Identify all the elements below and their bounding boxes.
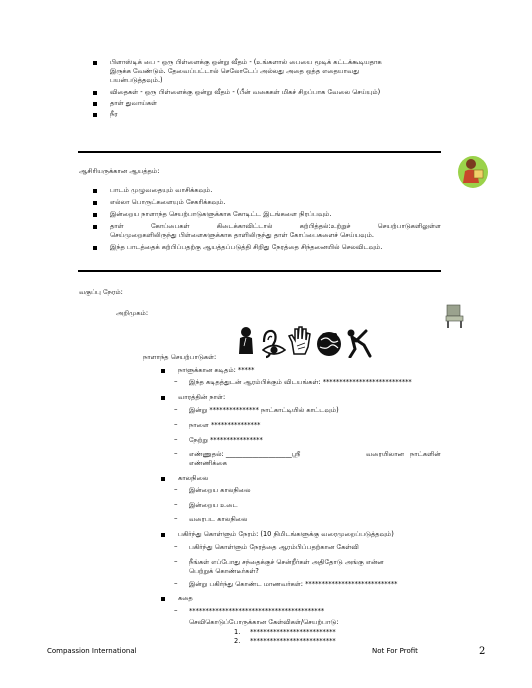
- daily-activities-label: நாளாந்த செயற்பாடுகள்:: [143, 353, 217, 361]
- bullet-marker: [93, 246, 97, 250]
- weather-today: இன்றைய காலநிலை: [189, 486, 251, 494]
- story-line: *****************************************: [189, 607, 325, 615]
- dash-marker: –: [174, 435, 178, 443]
- sharing-question: பகிர்ந்து கொள்ளும் நேரத்தை ஆரம்பிப்பதற்கான கேள்வி: [189, 543, 359, 551]
- bullet-marker: [93, 189, 97, 193]
- supply-water: நீர: [110, 110, 118, 118]
- sharing-time-title: பகிர்ந்து கொள்ளும் நேரம்: (10 நிமிடங்களுக்கு வரைமுறைப்படுத்தவும்): [178, 530, 394, 538]
- section-divider: [78, 270, 441, 272]
- bullet-marker: [161, 597, 165, 601]
- praying-child-icon: [236, 326, 256, 358]
- sharing-question-2-cont: பெற்றுக் கொண்டீர்கள்?: [189, 567, 259, 575]
- teacher-prep-item: எல்லா பொருட்களையும் சேகரிக்கவும்.: [110, 198, 226, 206]
- tomorrow-line: நாளை ***************: [189, 421, 261, 429]
- page-number: 2: [479, 646, 486, 657]
- footer-organization: Compassion International: [47, 647, 137, 655]
- letter-items: இந்த கடிதத்துடன் ஆரம்பிக்கும் விடயங்கள்: ***************************: [189, 378, 412, 386]
- eye-icon: [262, 342, 286, 356]
- dash-marker: –: [174, 377, 178, 385]
- dash-marker: –: [174, 485, 178, 493]
- bullet-marker: [93, 102, 97, 106]
- day-of-week-title: வாரத்தின் நாள்:: [178, 393, 226, 401]
- dash-marker: –: [174, 420, 178, 428]
- class-time-heading: வகுப்பு நேரம்:: [79, 288, 123, 296]
- bullet-marker: [93, 201, 97, 205]
- dash-marker: –: [174, 500, 178, 508]
- bullet-marker: [161, 396, 165, 400]
- footer-nonprofit: Not For Profit: [372, 647, 418, 655]
- teacher-prep-item: இந்த பாடத்தைக் கற்பிப்பதற்கு ஆயத்தப்படுத்தி சிறிது நேரத்தை சிந்தனையில் செலவிடவும்.: [110, 243, 383, 251]
- bullet-marker: [93, 113, 97, 117]
- weather-title: காலநிலை: [178, 474, 209, 482]
- letter-of-day: நாளுக்கான கடிதம்: *****: [178, 366, 255, 374]
- bullet-marker: [93, 213, 97, 217]
- section-divider: [78, 151, 441, 153]
- dash-marker: –: [174, 606, 178, 614]
- counting-line: வரையிலான: [366, 450, 405, 458]
- dash-marker: –: [174, 449, 178, 457]
- list-number: 2.: [234, 637, 241, 645]
- bullet-marker: [161, 369, 165, 373]
- story-title: கதை: [178, 594, 193, 602]
- child-reading-icon: [456, 154, 490, 190]
- dash-marker: –: [174, 557, 178, 565]
- bullet-marker: [161, 533, 165, 537]
- counting-line: எண்ணுதல்: ____________________ஸ்ரீ: [189, 450, 301, 458]
- stretching-figure-icon: [346, 328, 372, 358]
- supply-seeds: விதைகள் - ஒரு பிள்ளைக்கு ஒன்று வீதம் - (பீன் வகைகள் மிகச் சிறப்பாக வேலை செய்யும்): [110, 88, 381, 96]
- teacher-prep-heading: ஆசிரியருக்கான ஆயத்தம்:: [79, 167, 160, 175]
- today-line: இன்று *************** நாட்காட்டியில் காட்டவும்): [189, 406, 339, 414]
- listener-questions-title: செவிகொடுப்போருக்கான கேள்விகள்/செயற்பாடு:: [189, 618, 339, 626]
- yesterday-line: நேற்று ****************: [189, 436, 263, 444]
- bullet-marker: [93, 91, 97, 95]
- sharing-question-2: நீங்கள் எப்போது சந்தைக்குச் சென்றீர்கள் அதிதோடு அங்கு என்ன: [189, 558, 384, 566]
- teacher-prep-item: பாடம் முழுவதையும் வாசிக்கவும்.: [110, 186, 213, 194]
- dash-marker: –: [174, 542, 178, 550]
- teacher-prep-item-cont: செய்முறைகளிலிருந்து பிள்ளைகளுக்காக தாளிலிருந்து தாள் கோப்பைகளைச் செய்யவும்.: [110, 231, 374, 239]
- supply-towels: தாள் துவாய்கள்: [110, 99, 158, 107]
- teacher-prep-item: இன்றைய நாளாந்த செயற்பாடுகளுக்காக கோடிட்ட இடங்களை நிரப்பவும்.: [110, 210, 332, 218]
- bullet-marker: [161, 477, 165, 481]
- shared-students: இன்று பகிர்ந்து கொண்ட மாணவர்கள்: ****************************: [189, 580, 398, 588]
- draw-weather: வரைபட காலநிலை: [189, 515, 248, 523]
- counting-line-cont: எண்ணிக்கை: [189, 459, 228, 467]
- globe-with-people-icon: [315, 330, 343, 358]
- teacher-prep-item: தாள் கோப்பைகள் கிடைக்காவிட்டால் கற்பித்தல்:உற்றுச் செயற்பாடுகளிலுள்ள: [110, 222, 441, 230]
- listener-question-1: **************************: [250, 628, 336, 636]
- dress-today: இன்றைய உடை: [189, 501, 238, 509]
- dash-marker: –: [174, 579, 178, 587]
- dash-marker: –: [174, 514, 178, 522]
- bullet-marker: [93, 225, 97, 229]
- dash-marker: –: [174, 405, 178, 413]
- hand-icon: [288, 326, 314, 356]
- bullet-marker: [93, 61, 97, 65]
- intro-label: அறிமுகம்:: [116, 309, 149, 317]
- supply-bag-line1: பிளாஸ்டிக் பை - ஒரு பிள்ளைக்கு ஒன்று வீதம் - (உங்களால் பையை மூடிக் கட்டக்கூடியதாக: [110, 58, 382, 66]
- list-number: 1.: [234, 628, 241, 636]
- counting-line: நாட்களின்: [410, 450, 441, 458]
- listener-question-2: **************************: [250, 637, 336, 645]
- supply-bag-line2: இருக்க வேண்டும். தேவைப்பட்டால் செலோடேப் அல்லது அதை ஒத்த எதையாவது: [110, 67, 360, 75]
- supply-bag-line3: பயன்படுத்தவும்.): [110, 76, 163, 84]
- chair-icon: [443, 303, 467, 329]
